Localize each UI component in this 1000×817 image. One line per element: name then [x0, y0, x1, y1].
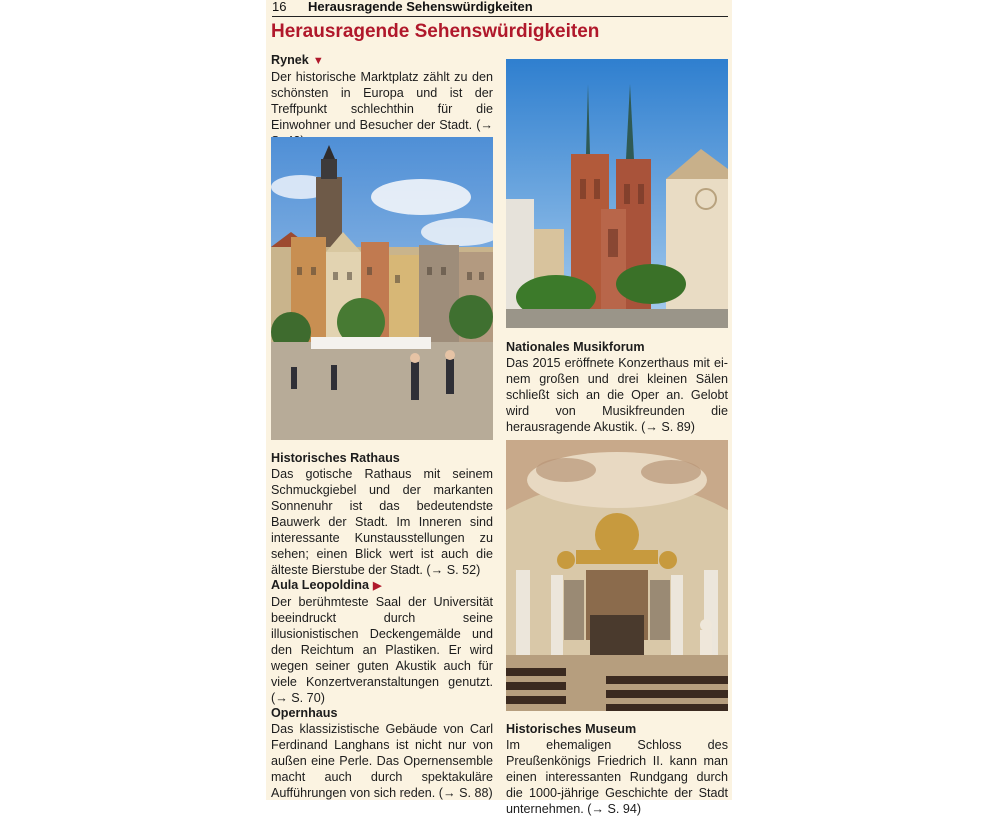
entry-title: Historisches Rathaus	[271, 451, 400, 465]
rynek-photo	[271, 137, 493, 440]
entry-text: Der berühmteste Saal der Universität beeindruckt durch seine illusionistischen Deckengemälde und den Reichtum an Plastiken. Er wird wegen seiner guten Akustik auch für viele Konzertveranstaltungen genutzt. (→ S. 70)	[271, 595, 493, 705]
entry-title: Aula Leopoldina ▶	[271, 578, 382, 592]
entry-text: Der historische Marktplatz zählt zu den schönsten in Europa und ist der Treffpunkt schlechthin für die Einwohner und Besucher der Stadt. (→	[271, 70, 493, 132]
entry-musikforum	[506, 339, 728, 435]
entry-title: Opernhaus	[271, 706, 338, 720]
running-header	[272, 0, 728, 17]
entry-museum	[506, 721, 728, 817]
section-title: Herausragende Sehenswürdigkeiten	[271, 21, 600, 42]
entry-text: Im ehemaligen Schloss des Preußenkönigs Friedrich II. kann man einen interessanten Rundgang durch die 1000-jährige Geschichte der Stadt unternehmen. (→ S. 94)	[506, 738, 728, 816]
entry-text: Das 2015 eröffnete Konzerthaus mit einem großen und drei kleinen Sälen schließt sich an die Oper an. Gelobt wird von Musikfreunden die herausragende Akustik. (→ S. 89)	[506, 356, 728, 434]
entry-rynek	[271, 52, 493, 149]
page-number: 16	[272, 0, 287, 14]
entry-oper	[271, 705, 493, 801]
entry-title: Nationales Musikforum	[506, 340, 645, 354]
arrow-down-icon: ▼	[312, 55, 324, 67]
entry-text: Das klassizistische Gebäude von Carl Ferdinand Langhans ist nicht nur von außen eine Perle. Das Opernensemble macht auch durch spektakuläre Aufführungen von sich reden. (→ S. 88)	[271, 722, 493, 800]
cathedral-photo	[506, 59, 728, 328]
entry-aula	[271, 577, 493, 706]
entry-rathaus	[271, 450, 493, 578]
entry-title: Historisches Museum	[506, 722, 637, 736]
arrow-right-icon: ▶	[372, 580, 382, 592]
running-title: Herausragende Sehenswürdigkeiten	[308, 0, 533, 14]
entry-title: Rynek ▼	[271, 53, 324, 67]
aula-photo	[506, 440, 728, 711]
entry-text: Das gotische Rathaus mit seinem Schmuckgiebel und der markanten Sonnenuhr ist das bedeutendste Bauwerk der Stadt. Im Inneren sind interessante Kunstausstellungen zu sehen; einen Blick wert ist auch die älteste Bierstube der Stadt. (→ S. 52)	[271, 467, 493, 577]
